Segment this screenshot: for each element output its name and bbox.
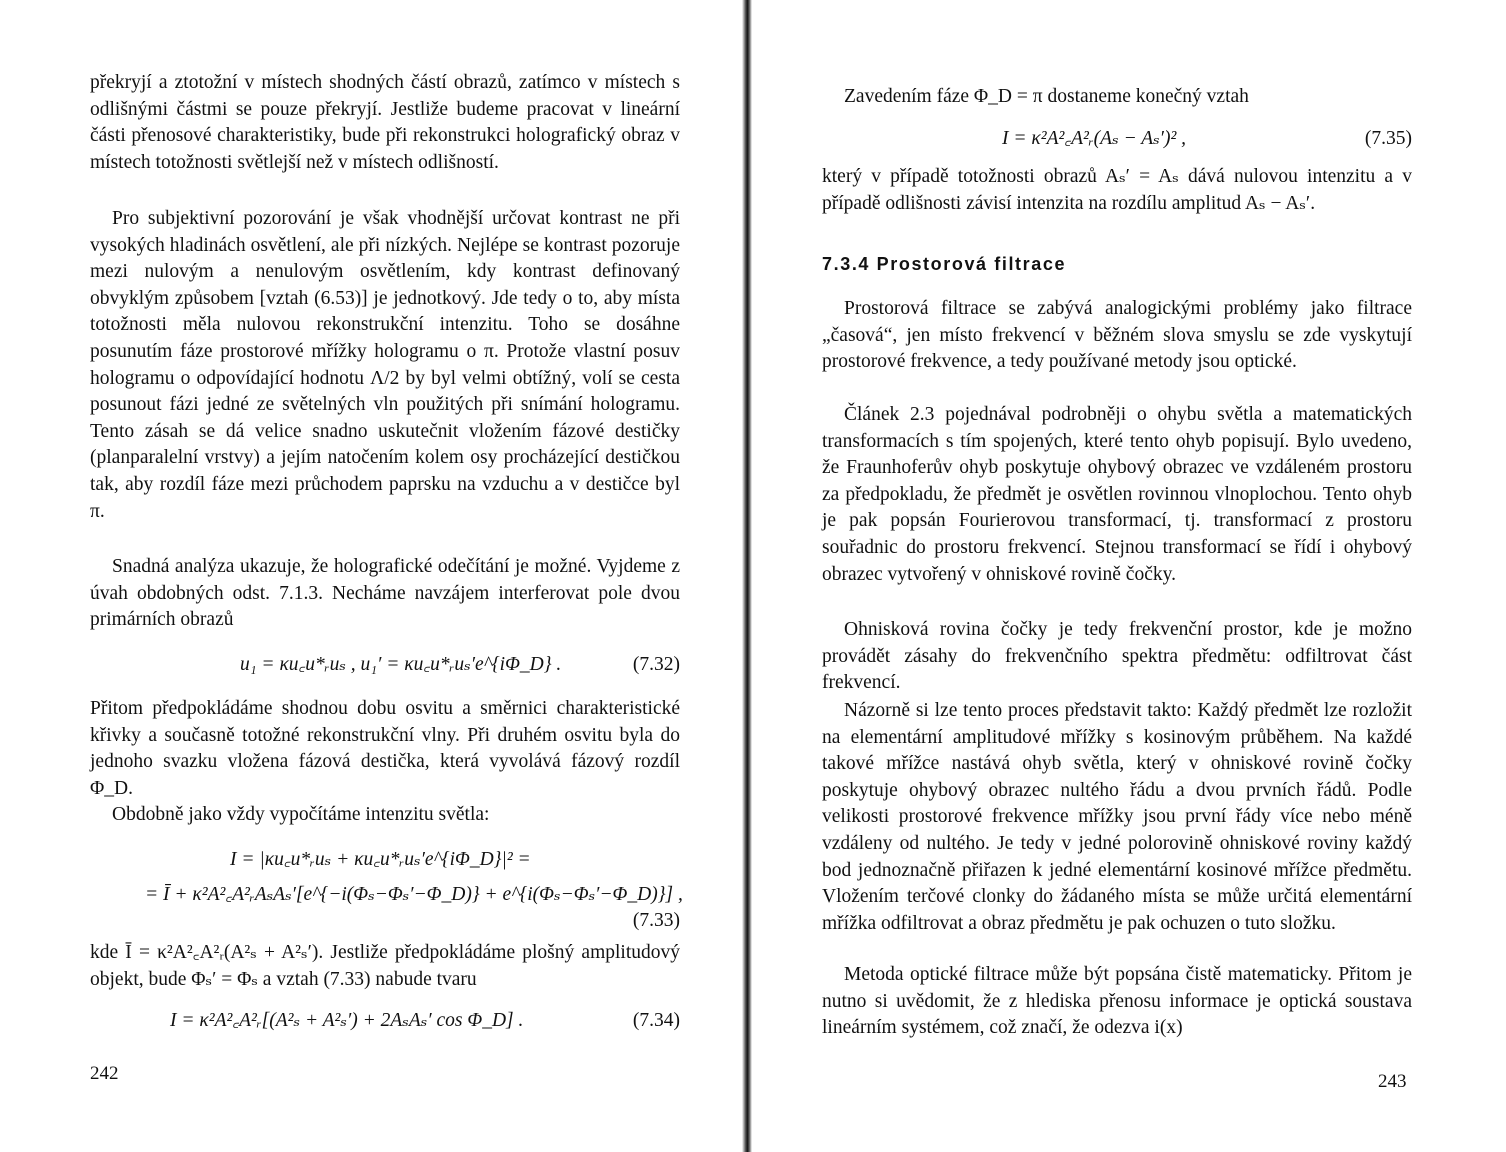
equation-7-33-number-row (90, 906, 680, 936)
right-paragraph-3: Prostorová filtrace se zabývá analogickými problémy jako filtrace „časová“, jen místo frekvencí v běžném slova smyslu se zde vyskytují prostorové frekvence, a tedy používané metody jsou optické. (822, 298, 1412, 373)
equation-7-34-formula: I = κ²A²꜀A²ᵣ[(A²ₛ + A²ₛ′) + 2AₛAₛ′ cos Φ_D] . (170, 1010, 524, 1031)
equation-7-33-line-1 (90, 845, 680, 875)
section-heading: 7.3.4 Prostorová filtrace (822, 254, 1067, 274)
left-paragraph-1: překryjí a ztotožní v místech shodných částí obrazů, zatímco v místech s odlišnými částmi se pouze překryjí. Jestliže budeme pracovat v lineární části přenosové charakteristiky, bude při rekonstrukci holografický obraz v místech totožnosti světlejší než v místech odlišností. (90, 72, 680, 173)
page-number-left: 242 (90, 1063, 119, 1084)
right-paragraph-7: Metoda optické filtrace může být popsána čistě matematicky. Přitom je nutno si uvědomit, že z hlediska přenosu informace je optická soustava lineárním systémem, což značí, že odezva i(x) (822, 964, 1412, 1039)
left-paragraph-6: kde Ī = κ²A²꜀A²ᵣ(A²ₛ + A²ₛ′). Jestliže předpokládáme plošný amplitudový objekt, bude Φₛ′ = Φₛ a vztah (7.33) nabude tvaru (90, 942, 680, 990)
left-paragraph-5: Obdobně jako vždy vypočítáme intenzitu světla: (112, 804, 490, 825)
book-gutter (742, 0, 752, 1152)
left-paragraph-2: Pro subjektivní pozorování je však vhodnější určovat kontrast ne při vysokých hladinách osvětlení, ale při nízkých. Nejlépe se kontrast pozoruje mezi nulovým a nenulovým osvětlením, kdy kontrast definovaný obvyklým způsobem [vztah (6.53)] je jednotkový. Jde tedy o to, aby místa totožnosti měla nulovou rekonstrukční intenzitu. Toho se dosáhne posunutím fáze prostorové mřížky hologramu o π. Protože vlastní posuv hologramu o odpovídající hodnotu Λ/2 by byl velmi obtížný, volí se cesta posunout fázi jedné ze světelných vln použitých při snímání hologramu. Tento zásah se dá velice snadno uskutečnit vložením fázové destičky (planparalelní vrstvy) a jejím natočením kolem osy procházející destičkou tak, aby rozdíl fáze mezi průchodem paprsku na vzduchu a v destičce byl π. (90, 208, 680, 522)
left-paragraph-4: Přitom předpokládáme shodnou dobu osvitu a směrnici charakteristické křivky a současně totožné rekonstrukční vlny. Při druhém osvitu byla do jednoho svazku vložena fázová destička, která vyvolává fázový rozdíl Φ_D. (90, 698, 680, 799)
right-paragraph-5: Ohnisková rovina čočky je tedy frekvenční prostor, kde je možno provádět zásahy do frekvenčního spektra předmětu: odfiltrovat část frekvencí. (822, 619, 1412, 694)
right-paragraph-1: Zavedením fáze Φ_D = π dostaneme konečný vztah (844, 86, 1249, 107)
equation-7-32-number: (7.32) (632, 654, 680, 675)
equation-7-32 (90, 650, 680, 680)
right-page (822, 0, 1412, 1152)
left-page (90, 0, 683, 1152)
right-paragraph-2: který v případě totožnosti obrazů Aₛ′ = Aₛ dává nulovou intenzitu a v případě odlišnosti závisí intenzita na rozdílu amplitud Aₛ − Aₛ′. (822, 166, 1412, 214)
equation-7-35-formula: I = κ²A²꜀A²ᵣ(Aₛ − Aₛ′)² , (1002, 128, 1187, 149)
right-paragraph-4: Článek 2.3 pojednával podrobněji o ohybu světla a matematických transformacích s tím spojených, které tento ohyb popisují. Bylo uvedeno, že Fraunhoferův ohyb poskytuje ohybový obrazec ve vzdáleném prostoru za předpokladu, že předmět je osvětlen rovinnou vlnoplochou. Tento ohyb je pak popsán Fourierovou transformací, tj. transformací z prostoru souřadnic do prostoru frekvencí. Stejnou transformací se řídí i ohybový obrazec vytvořený v ohniskové rovině čočky. (822, 404, 1412, 585)
left-paragraph-3: Snadná analýza ukazuje, že holografické odečítání je možné. Vyjdeme z úvah obdobných odst. 7.1.3. Necháme navzájem interferovat pole dvou primárních obrazů (90, 556, 680, 631)
equation-7-32-formula: u₁ = κu꜀u*ᵣuₛ , u₁′ = κu꜀u*ᵣuₛ′e^{iΦ_D} . (240, 654, 562, 675)
equation-7-35 (822, 124, 1412, 154)
equation-7-35-number: (7.35) (1364, 128, 1412, 149)
equation-7-34 (90, 1006, 680, 1036)
equation-7-33-number: (7.33) (632, 910, 680, 931)
page-number-right: 243 (1378, 1071, 1407, 1092)
equation-7-34-number: (7.34) (632, 1010, 680, 1031)
right-paragraph-6: Názorně si lze tento proces představit takto: Každý předmět lze rozložit na elementární amplitudové mřížky s kosinovým průběhem. Na každé takové mřížce nastává ohyb světla, který v ohniskové rovině čočky poskytuje ohybový obrazec nultého řádu a dvou prvních řádů. Podle velikosti prostorové frekvence mřížky jsou první řády více nebo méně vzdáleny od nultého. Je tedy v jedné polorovině ohniskové roviny každý bod jednoznačně přiřazen k jedné elementární kosinové mřížce předmětu. Vložením terčové clonky do žádaného místa se může určitá elementární mřížka odfiltrovat a obraz předmětu je pak ochuzen o tuto složku. (822, 700, 1412, 934)
equation-7-33-formula-a: I = |κu꜀u*ᵣuₛ + κu꜀u*ᵣuₛ′e^{iΦ_D}|² = (230, 849, 531, 870)
equation-7-33-formula-b: = Ī + κ²A²꜀A²ᵣAₛAₛ′[e^{−i(Φₛ−Φₛ′−Φ_D)} + e^{i(Φₛ−Φₛ′−Φ_D)}] , (145, 884, 683, 905)
